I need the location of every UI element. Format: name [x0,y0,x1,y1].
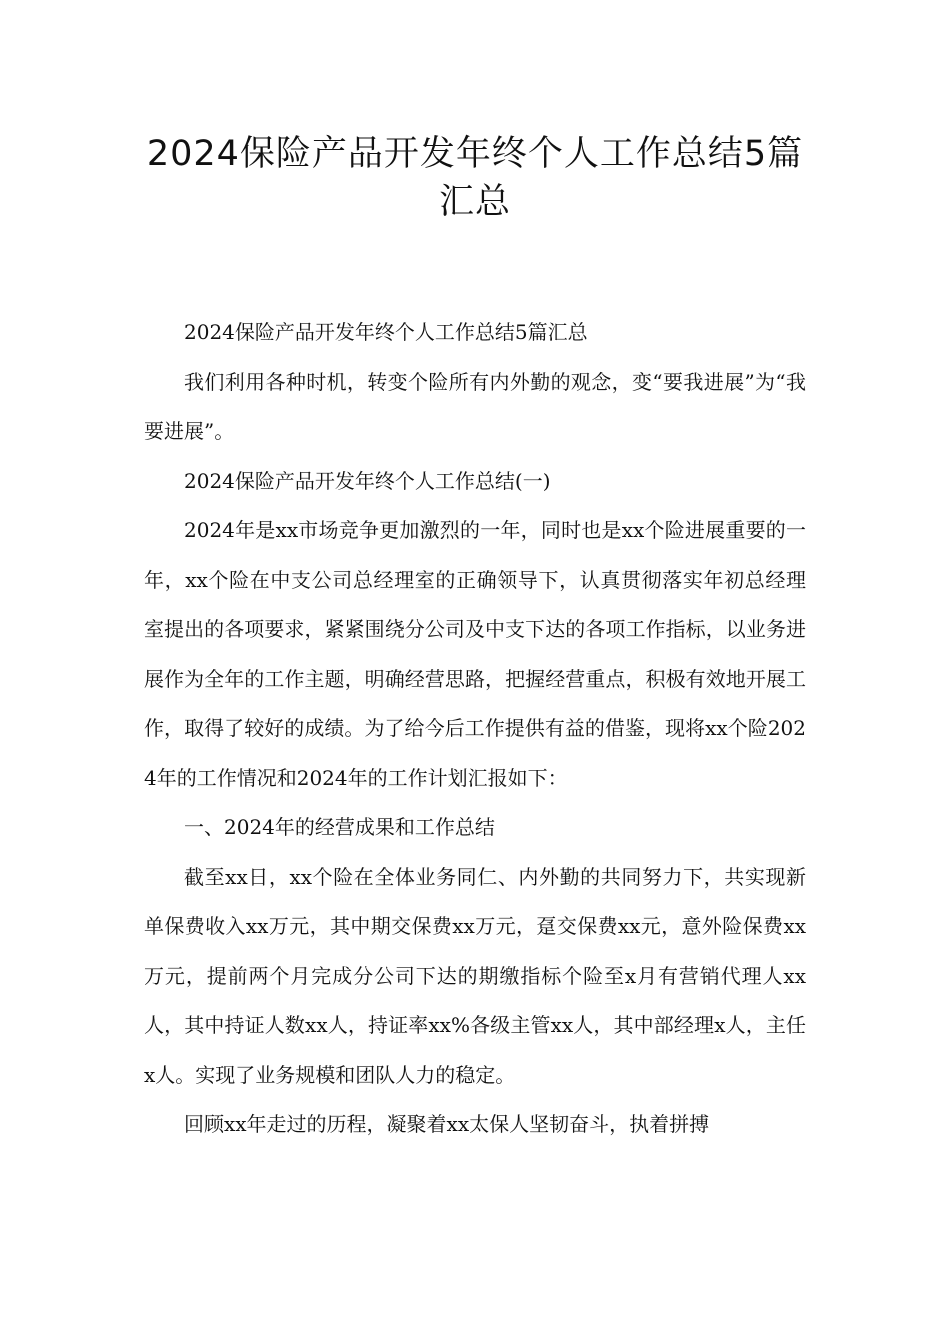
section-heading-part-one: 2024保险产品开发年终个人工作总结(一) [184,468,551,493]
paragraph-subtitle: 2024保险产品开发年终个人工作总结5篇汇总 [184,320,588,344]
document-title: 2024保险产品开发年终个人工作总结5篇汇总 [146,134,804,222]
paragraph-review: 回顾xx年走过的历程，凝聚着xx太保人坚韧奋斗，执着拼搏 [184,1112,710,1136]
paragraph-results: 截至xx日，xx个险在全体业务同仁、内外勤的共同努力下，共实现新单保费收入xx万元，其中期交保费xx万元，趸交保费xx元，意外险保费xx万元，提前两个月完成分公司下达的期缴指标个险至x月有营销代理人xx人，其中持证人数xx人，持证率xx%各级主管xx人，其中部经理x人，主任x人。实现了业务规模和团队人力的稳定。 [144,864,806,1087]
paragraph-overview: 2024年是xx市场竞争更加激烈的一年，同时也是xx个险进展重要的一年，xx个险在中支公司总经理室的正确领导下，认真贯彻落实年初总经理室提出的各项要求，紧紧围绕分公司及中支下达的各项工作指标，以业务进展作为全年的工作主题，明确经营思路，把握经营重点，积极有效地开展工作，取得了较好的成绩。为了给今后工作提供有益的借鉴，现将xx个险2024年的工作情况和2024年的工作计划汇报如下： [144,518,806,790]
section-heading-results: 一、2024年的经营成果和工作总结 [184,815,495,839]
paragraph-intro: 我们利用各种时机，转变个险所有内外勤的观念，变“要我进展”为“我要进展”。 [144,369,806,443]
